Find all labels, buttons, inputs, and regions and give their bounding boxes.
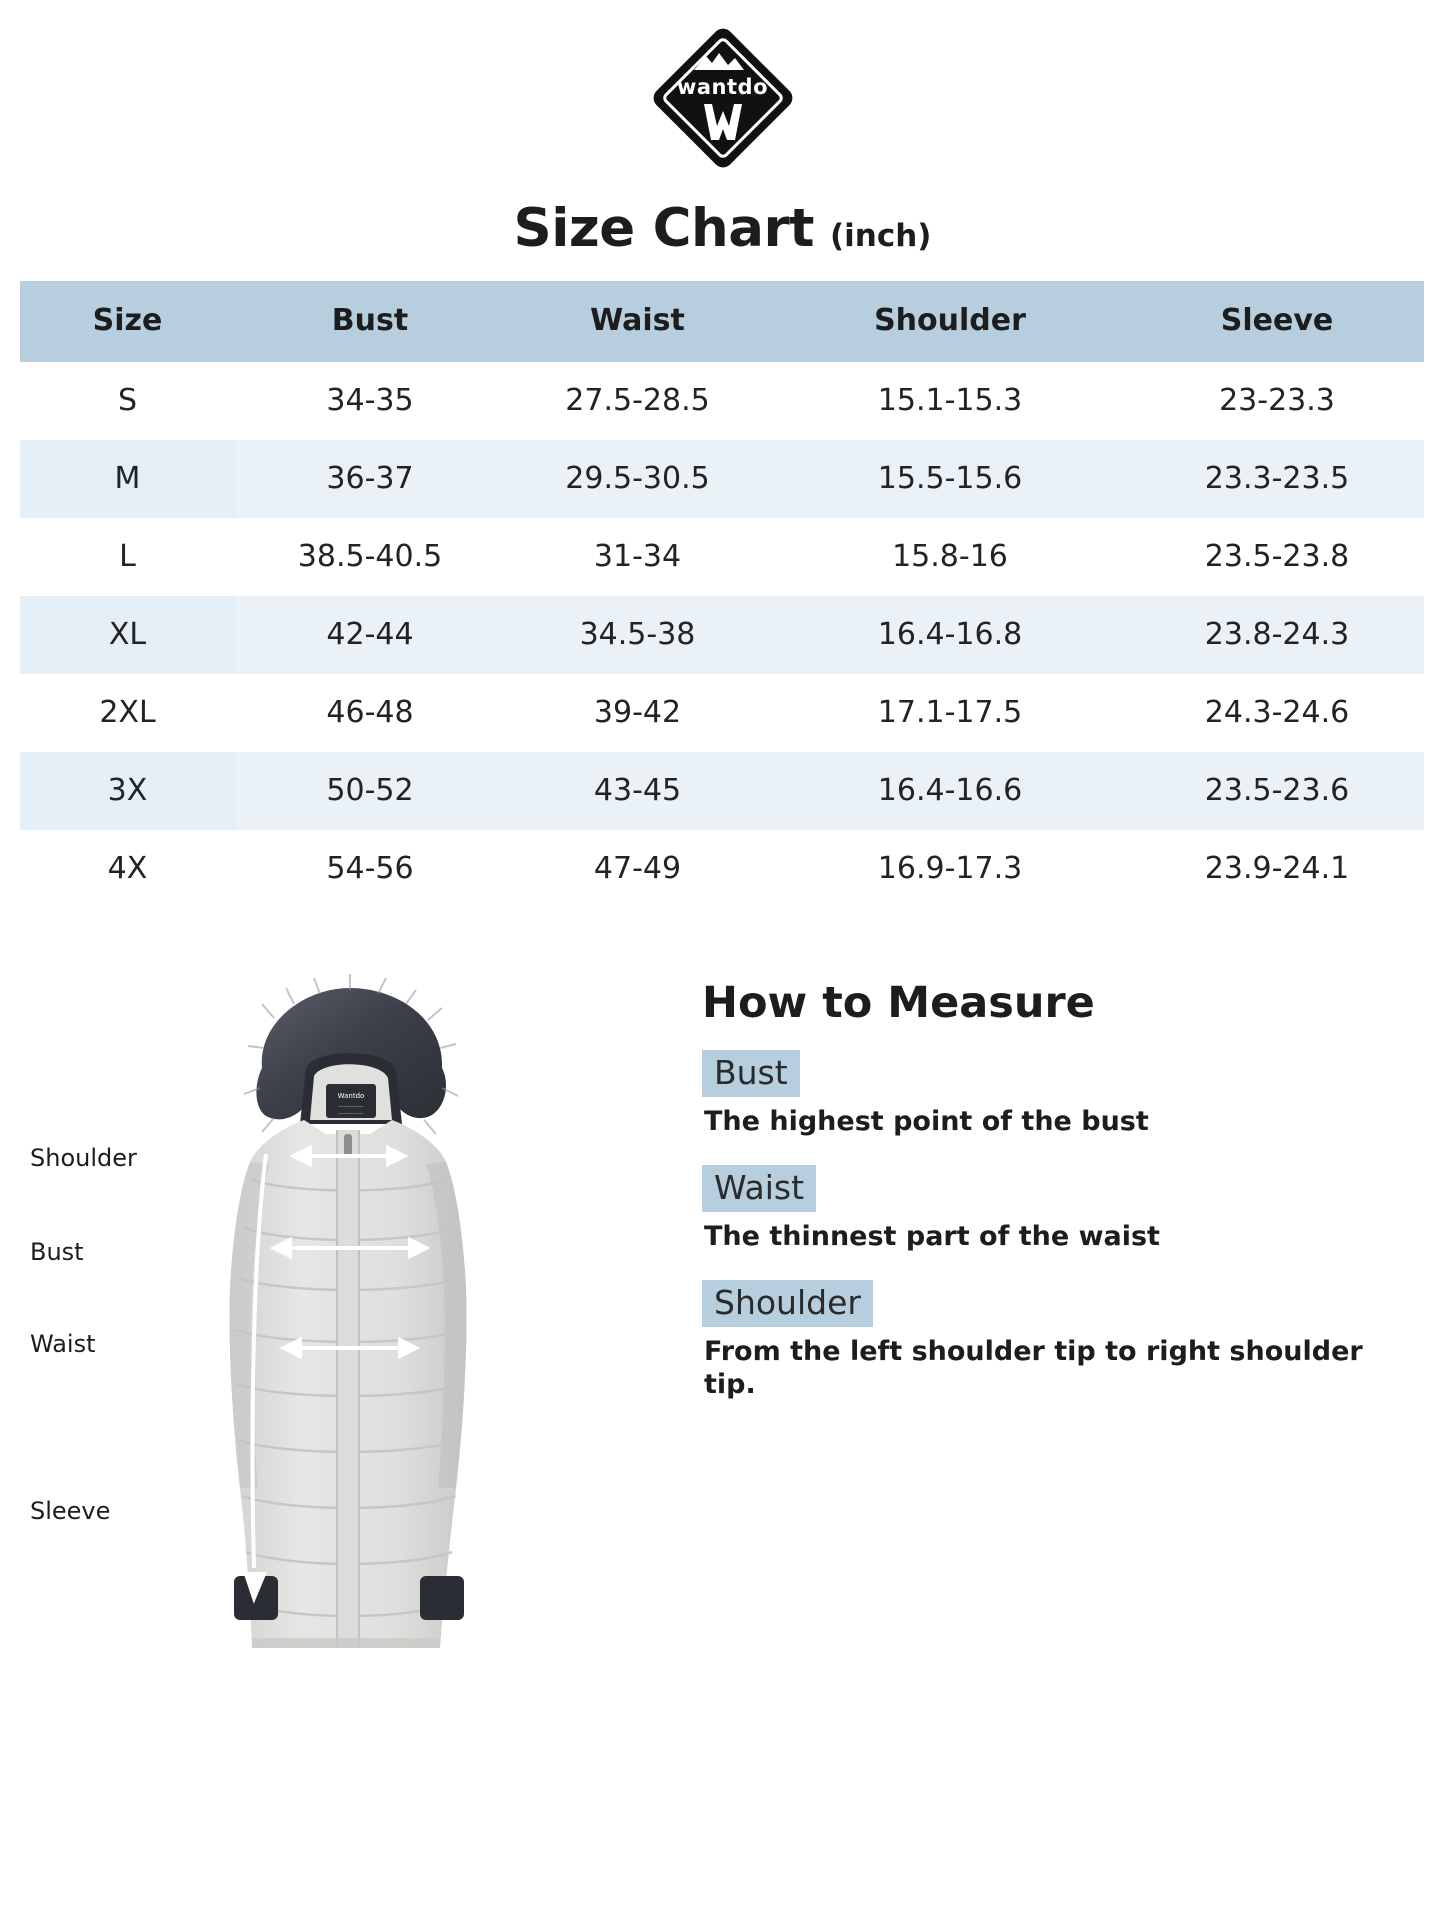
diagram-label-sleeve: Sleeve xyxy=(30,1497,111,1525)
cell-size: 3X xyxy=(20,752,235,830)
cell-size: 4X xyxy=(20,830,235,908)
cell-bust: 34-35 xyxy=(235,362,505,440)
measure-item-shoulder xyxy=(702,1280,1421,1403)
column-header-size: Size xyxy=(20,281,235,362)
how-to-measure-section xyxy=(684,948,1421,1738)
cell-shoulder: 17.1-17.5 xyxy=(770,674,1130,752)
measure-label-waist: Waist xyxy=(702,1165,816,1212)
cell-sleeve: 23.5-23.6 xyxy=(1130,752,1424,830)
cell-shoulder: 15.8-16 xyxy=(770,518,1130,596)
cell-bust: 54-56 xyxy=(235,830,505,908)
table-row xyxy=(20,518,1424,596)
cell-sleeve: 23.3-23.5 xyxy=(1130,440,1424,518)
cell-sleeve: 23-23.3 xyxy=(1130,362,1424,440)
cell-bust: 36-37 xyxy=(235,440,505,518)
measure-item-bust xyxy=(702,1050,1421,1139)
mountain-diamond-logo-icon xyxy=(647,22,799,174)
cell-waist: 34.5-38 xyxy=(505,596,770,674)
svg-text:—————: ————— xyxy=(338,1104,364,1110)
page-title-unit: (inch) xyxy=(829,218,932,254)
cell-shoulder: 16.9-17.3 xyxy=(770,830,1130,908)
cell-waist: 39-42 xyxy=(505,674,770,752)
cell-size: 2XL xyxy=(20,674,235,752)
table-row xyxy=(20,752,1424,830)
measure-label-shoulder: Shoulder xyxy=(702,1280,873,1327)
cell-size: L xyxy=(20,518,235,596)
how-to-measure-title: How to Measure xyxy=(702,978,1095,1028)
cell-shoulder: 15.1-15.3 xyxy=(770,362,1130,440)
cell-bust: 38.5-40.5 xyxy=(235,518,505,596)
column-header-waist: Waist xyxy=(505,281,770,362)
jacket-illustration-icon xyxy=(154,948,544,1738)
table-row xyxy=(20,596,1424,674)
column-header-sleeve: Sleeve xyxy=(1130,281,1424,362)
page-title xyxy=(0,198,1445,259)
logo-w-icon xyxy=(701,102,745,146)
column-header-shoulder: Shoulder xyxy=(770,281,1130,362)
table-header-row xyxy=(20,281,1424,362)
table-row xyxy=(20,440,1424,518)
table-row xyxy=(20,362,1424,440)
measure-desc-shoulder: From the left shoulder tip to right shoulder tip. xyxy=(704,1335,1363,1401)
cell-bust: 50-52 xyxy=(235,752,505,830)
brand-name: wantdo xyxy=(676,74,769,99)
cell-waist: 47-49 xyxy=(505,830,770,908)
cell-shoulder: 15.5-15.6 xyxy=(770,440,1130,518)
cell-sleeve: 24.3-24.6 xyxy=(1130,674,1424,752)
cell-sleeve: 23.8-24.3 xyxy=(1130,596,1424,674)
cell-waist: 27.5-28.5 xyxy=(505,362,770,440)
brand-logo xyxy=(0,0,1445,174)
page-title-main: Size Chart xyxy=(513,198,814,259)
cell-size: M xyxy=(20,440,235,518)
svg-text:Wantdo: Wantdo xyxy=(337,1092,365,1100)
measure-item-waist xyxy=(702,1165,1421,1254)
table-row xyxy=(20,674,1424,752)
diagram-label-shoulder: Shoulder xyxy=(30,1144,137,1172)
cell-sleeve: 23.9-24.1 xyxy=(1130,830,1424,908)
column-header-bust: Bust xyxy=(235,281,505,362)
diagram-label-waist: Waist xyxy=(30,1330,96,1358)
measure-desc-bust: The highest point of the bust xyxy=(704,1106,1149,1137)
cell-bust: 42-44 xyxy=(235,596,505,674)
cell-waist: 31-34 xyxy=(505,518,770,596)
mountain-icon xyxy=(692,51,754,75)
cell-size: XL xyxy=(20,596,235,674)
cell-waist: 43-45 xyxy=(505,752,770,830)
cell-shoulder: 16.4-16.6 xyxy=(770,752,1130,830)
cell-sleeve: 23.5-23.8 xyxy=(1130,518,1424,596)
cell-bust: 46-48 xyxy=(235,674,505,752)
cell-shoulder: 16.4-16.8 xyxy=(770,596,1130,674)
cell-size: S xyxy=(20,362,235,440)
measure-label-bust: Bust xyxy=(702,1050,800,1097)
cell-waist: 29.5-30.5 xyxy=(505,440,770,518)
measure-desc-waist: The thinnest part of the waist xyxy=(704,1220,1160,1252)
size-chart-table xyxy=(20,281,1424,908)
table-row xyxy=(20,830,1424,908)
svg-text:—————: ————— xyxy=(338,1111,364,1117)
diagram-label-bust: Bust xyxy=(30,1238,84,1266)
measurement-diagram xyxy=(24,948,684,1738)
